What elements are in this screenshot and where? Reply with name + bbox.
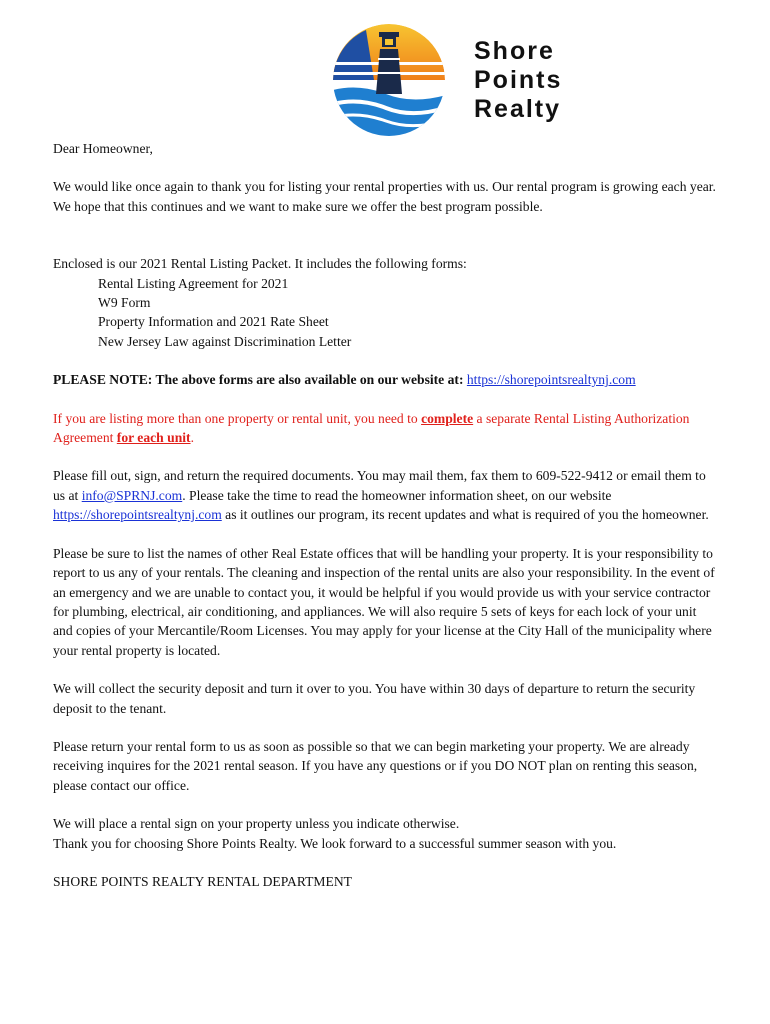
- logo-text-realty: Realty: [474, 95, 562, 123]
- form-item: Property Information and 2021 Rate Sheet: [98, 314, 329, 330]
- form-item: New Jersey Law against Discrimination Letter: [98, 333, 352, 349]
- return-docs-text: Please fill out, sign, and return the required documents. You may mail them, fax them to 609-522-9412 or email them to us at: [53, 468, 706, 503]
- paragraph-marketing: Please return your rental form to us as soon as possible so that we can begin marketing your property. We are already receiving inquires for the 2021 rental season. If you have any questions or if you DO NOT plan on renting this season, please contact our office.: [53, 738, 698, 793]
- paragraph-deposit: We will collect the security deposit and turn it over to you. You have within 30 days of departure to return the security deposit to the tenant.: [53, 681, 696, 716]
- signature: SHORE POINTS REALTY RENTAL DEPARTMENT: [53, 873, 352, 889]
- return-docs-text: . Please take the time to read the homeowner information sheet, on our website: [182, 487, 612, 503]
- letter-body: [53, 134, 718, 891]
- each-unit-emphasis: for each unit: [116, 430, 191, 446]
- form-item: W9 Form: [98, 295, 151, 311]
- please-note: [53, 370, 718, 389]
- email-link[interactable]: info@SPRNJ.com: [81, 487, 183, 503]
- website-link[interactable]: https://shorepointsrealtynj.com: [466, 372, 636, 388]
- complete-emphasis: complete: [421, 410, 474, 426]
- logo-text-points: Points: [474, 66, 563, 94]
- paragraph-return-docs: [53, 466, 718, 524]
- warning-text: .: [190, 430, 194, 446]
- warning-text: If you are listing more than one property or rental unit, you need to: [53, 410, 422, 426]
- lighthouse-logo-icon: [316, 22, 466, 138]
- salutation: Dear Homeowner,: [53, 141, 153, 156]
- logo-text-shore: Shore: [474, 37, 555, 65]
- paragraph-responsibilities: Please be sure to list the names of other Real Estate offices that will be handling your property. It is your responsibility to report to us any of your rentals. The cleaning and inspection of the rental units are also your responsibility. In the event of an emergency and we are unable to contact you, it would be helpful if you would provide us with your service contractor for plumbing, electrical, air conditioning, and appliances. We will also require 5 sets of keys for each lock of your unit and copies of your Mercantile/Room Licenses. You may apply for your license at the City Hall of the municipality where your rental property is located.: [53, 545, 715, 658]
- paragraph-closing: Thank you for choosing Shore Points Realty. We look forward to a successful summer season with you.: [53, 835, 617, 851]
- multiple-units-warning: [53, 409, 718, 448]
- form-item: Rental Listing Agreement for 2021: [98, 275, 289, 291]
- company-logo: [316, 22, 612, 138]
- paragraph-enclosed: Enclosed is our 2021 Rental Listing Packet. It includes the following forms:: [53, 256, 467, 272]
- paragraph-sign: We will place a rental sign on your property unless you indicate otherwise.: [53, 816, 460, 832]
- return-docs-text: as it outlines our program, its recent updates and what is required of you the homeowner.: [221, 507, 709, 523]
- paragraph-thanks: We would like once again to thank you for listing your rental properties with us. Our rental program is growing each year. We hope that this continues and we want to make sure we offer the best program possible.: [53, 179, 716, 214]
- warning-text: a separate Rental Listing Authorization Agreement: [53, 410, 690, 446]
- please-note-label: PLEASE NOTE: The above forms are also available on our website at:: [53, 372, 467, 388]
- website-link-2[interactable]: https://shorepointsrealtynj.com: [53, 507, 222, 523]
